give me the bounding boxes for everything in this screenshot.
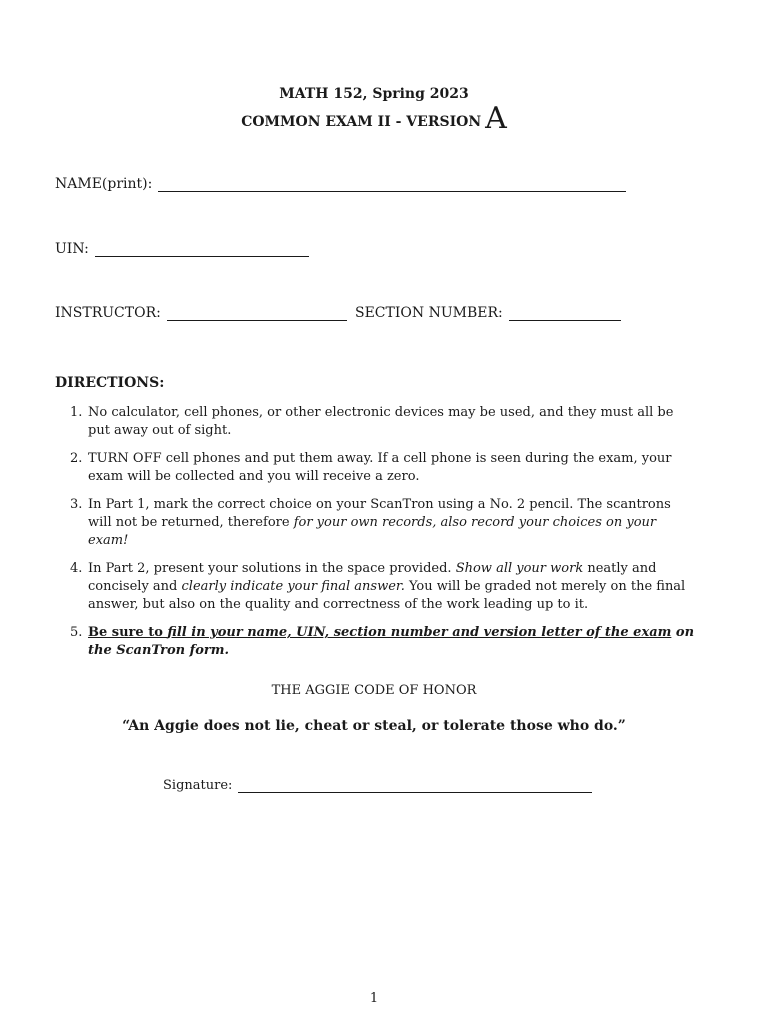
exam-name: COMMON EXAM II - VERSION — [241, 114, 482, 130]
direction-item — [70, 496, 696, 550]
page-number: 1 — [369, 991, 379, 1006]
name-field — [55, 176, 626, 192]
item-number: 1. — [70, 405, 83, 420]
directions-list — [70, 404, 696, 670]
direction-item — [70, 624, 696, 660]
item-emphasis: for your own records, also record your choices on your exam! — [88, 515, 657, 548]
signature-label: Signature: — [163, 778, 233, 793]
instructor-label: INSTRUCTOR: — [55, 305, 161, 321]
item-text: neatly and concisely and — [88, 561, 657, 594]
direction-item — [70, 450, 696, 486]
exam-title — [0, 101, 748, 136]
honor-code-title: THE AGGIE CODE OF HONOR — [271, 683, 477, 698]
directions-title: DIRECTIONS: — [55, 375, 165, 391]
item-text: You will be graded not merely on the final answer, but also on the quality and correctness of the work leading up to it. — [88, 579, 686, 612]
name-label: NAME(print): — [55, 176, 153, 192]
item-emphasis: on the ScanTron form. — [88, 625, 695, 658]
honor-code-quote: “An Aggie does not lie, cheat or steal, or tolerate those who do.” — [122, 718, 626, 734]
section-label: SECTION NUMBER: — [355, 305, 503, 321]
instructor-field — [55, 305, 347, 321]
item-emphasis: Show all your work — [455, 561, 584, 576]
direction-item — [70, 560, 696, 614]
item-text: Be sure to — [88, 625, 168, 640]
uin-blank — [95, 242, 309, 257]
exam-version: A — [485, 101, 507, 136]
signature-blank — [238, 778, 592, 793]
section-field — [355, 305, 621, 321]
section-blank — [509, 306, 621, 321]
item-text: In Part 1, mark the correct choice on your ScanTron using a No. 2 pencil. The scantrons will not be returned, therefore — [88, 497, 671, 530]
uin-field — [55, 241, 309, 257]
instructor-blank — [167, 306, 347, 321]
item-text: TURN OFF cell phones and put them away. If a cell phone is seen during the exam, your exam will be collected and you will receive a zero. — [88, 451, 672, 484]
item-emphasis: fill in your name, UIN, section number and version letter of the exam — [167, 625, 672, 640]
item-number: 2. — [70, 451, 83, 466]
course-title: MATH 152, Spring 2023 — [279, 86, 469, 102]
item-number: 4. — [70, 561, 83, 576]
item-emphasis: clearly indicate your final answer. — [181, 579, 405, 594]
signature-field — [163, 778, 592, 793]
name-blank — [158, 177, 626, 192]
item-number: 5. — [70, 625, 83, 640]
item-text: No calculator, cell phones, or other electronic devices may be used, and they must all be put away out of sight. — [88, 405, 674, 438]
item-number: 3. — [70, 497, 83, 512]
direction-item — [70, 404, 696, 440]
item-text: In Part 2, present your solutions in the space provided. — [88, 561, 456, 576]
uin-label: UIN: — [55, 241, 89, 257]
